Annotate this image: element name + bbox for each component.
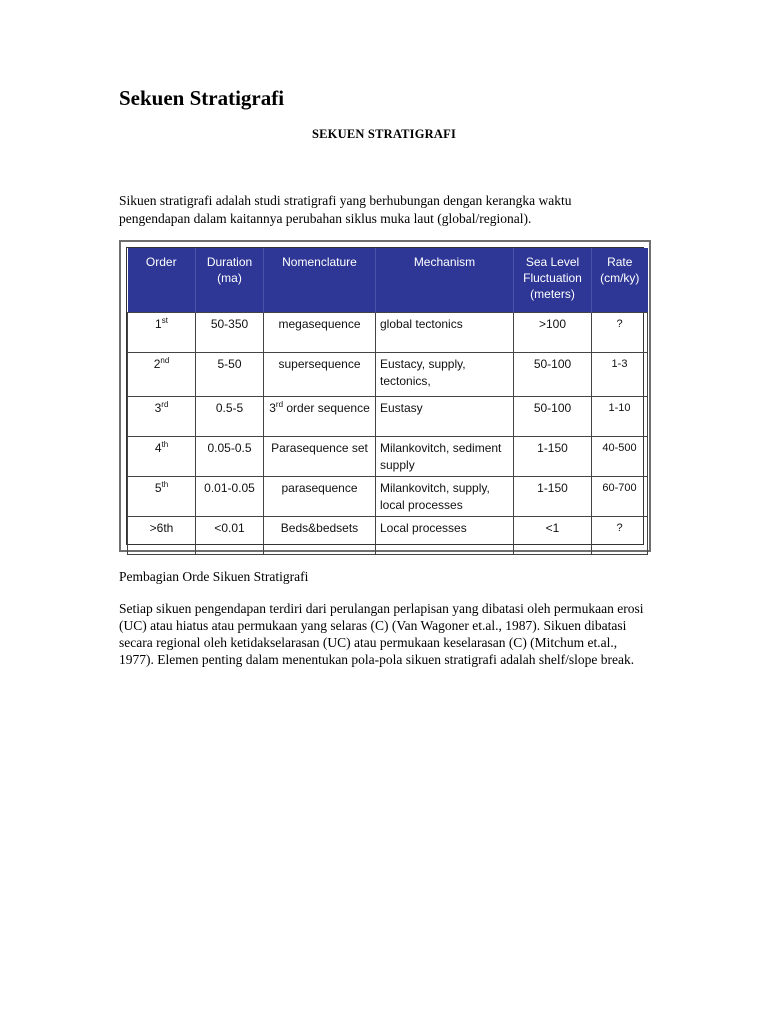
intro-paragraph: Sikuen stratigrafi adalah studi stratigrafi yang berhubungan dengan kerangka waktu pengendapan dalam kaitannya perubahan siklus muka laut (global/regional). [119,193,572,226]
column-header: Sea Level Fluctuation (meters) [514,248,592,312]
rate-cell: 60-700 [592,476,648,516]
mechanism-cell: Milankovitch, sediment supply [376,436,514,476]
duration-cell: 5-50 [196,352,264,396]
table-row [128,352,648,396]
table-caption: Pembagian Orde Sikuen Stratigrafi [119,569,309,584]
rate-cell: ? [592,516,648,554]
sea-level-cell: <1 [514,516,592,554]
table-border [126,247,644,545]
duration-cell: 50-350 [196,312,264,352]
table-body [128,312,648,554]
sea-level-cell: 1-150 [514,436,592,476]
page-title: Sekuen Stratigrafi [119,86,285,110]
column-header: Rate (cm/ky) [592,248,648,312]
table-figure [119,240,651,552]
table-row [128,516,648,554]
body-paragraph: Setiap sikuen pengendapan terdiri dari perulangan perlapisan yang dibatasi oleh permukaan erosi (UC) atau hiatus atau permukaan yang selaras (C) (Van Wagoner et.al., 1987). Sikuen dibatasi secara regional oleh ketidakselarasan (UC) atau permukaan keselarasan (C) (Mitchum et.al., 1977). Elemen penting dalam menentukan pola-pola sikuen stratigrafi adalah shelf/slope break. [119,601,644,667]
duration-cell: 0.05-0.5 [196,436,264,476]
mechanism-cell: Local processes [376,516,514,554]
sea-level-cell: 50-100 [514,396,592,436]
column-header: Duration (ma) [196,248,264,312]
rate-cell: 1-3 [592,352,648,396]
sea-level-cell: 50-100 [514,352,592,396]
nomenclature-cell: Parasequence set [264,436,376,476]
order-cell: 5th [128,476,196,516]
column-header: Mechanism [376,248,514,312]
mechanism-cell: Eustacy, supply, tectonics, [376,352,514,396]
table-row [128,396,648,436]
column-header: Order [128,248,196,312]
sea-level-cell: 1-150 [514,476,592,516]
rate-cell: 1-10 [592,396,648,436]
nomenclature-cell: parasequence [264,476,376,516]
nomenclature-cell: megasequence [264,312,376,352]
stratigraphy-table [127,248,648,555]
rate-cell: 40-500 [592,436,648,476]
mechanism-cell: Milankovitch, supply, local processes [376,476,514,516]
order-cell: 4th [128,436,196,476]
order-cell: 3rd [128,396,196,436]
order-cell: 1st [128,312,196,352]
column-header: Nomenclature [264,248,376,312]
table-row [128,312,648,352]
order-cell: 2nd [128,352,196,396]
nomenclature-cell: supersequence [264,352,376,396]
duration-cell: 0.01-0.05 [196,476,264,516]
nomenclature-cell: 3rd order sequence [264,396,376,436]
table-row [128,476,648,516]
duration-cell: <0.01 [196,516,264,554]
nomenclature-cell: Beds&bedsets [264,516,376,554]
table-header-row [128,248,648,312]
sea-level-cell: >100 [514,312,592,352]
document-subtitle: SEKUEN STRATIGRAFI [311,127,457,141]
duration-cell: 0.5-5 [196,396,264,436]
mechanism-cell: global tectonics [376,312,514,352]
rate-cell: ? [592,312,648,352]
order-cell: >6th [128,516,196,554]
table-row [128,436,648,476]
mechanism-cell: Eustasy [376,396,514,436]
